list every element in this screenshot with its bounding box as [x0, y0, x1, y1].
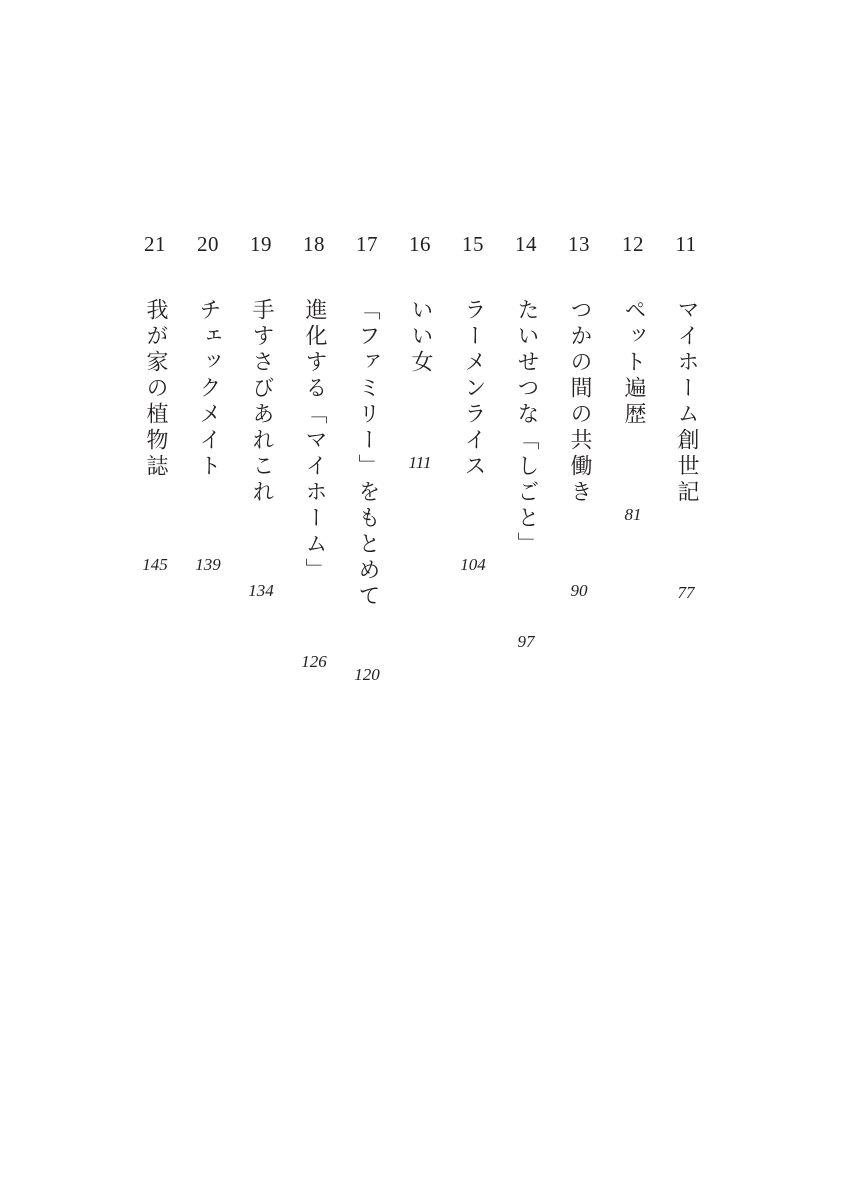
chapter-title: 我が家の植物誌 [143, 298, 168, 480]
chapter-title: チェックメイト [196, 298, 221, 480]
page-number: 104 [460, 555, 486, 574]
chapter-number: 21 [144, 232, 166, 256]
page-number: 77 [677, 583, 695, 602]
chapter-number: 17 [356, 232, 378, 256]
page-number: 97 [517, 632, 535, 651]
chapter-title: ペット遍歴 [621, 298, 646, 428]
chapter-number: 14 [515, 232, 537, 256]
chapter-number: 11 [675, 232, 697, 256]
chapter-title: 手すさびあれこれ [249, 298, 274, 506]
chapter-title: ラーメンライス [461, 298, 486, 480]
chapter-number: 20 [197, 232, 219, 256]
chapter-number: 19 [250, 232, 272, 256]
page-number: 134 [248, 581, 274, 600]
page-number: 120 [354, 665, 380, 684]
page-number: 111 [408, 453, 432, 472]
page-number: 90 [570, 581, 588, 600]
page-number: 145 [142, 555, 168, 574]
chapter-title: つかの間の共働き [567, 298, 592, 506]
chapter-number: 12 [622, 232, 644, 256]
chapter-number: 15 [462, 232, 484, 256]
chapter-title: マイホーム創世記 [674, 298, 699, 506]
chapter-number: 13 [568, 232, 590, 256]
chapter-title: いい女 [408, 298, 433, 376]
chapter-number: 18 [303, 232, 325, 256]
chapter-title: 「ファミリー」をもとめて [355, 298, 380, 610]
page-number: 139 [195, 555, 221, 574]
page-number: 126 [301, 652, 327, 671]
page-number: 81 [624, 505, 642, 524]
chapter-title: たいせつな「しごと」 [514, 298, 539, 558]
chapter-title: 進化する「マイホーム」 [302, 298, 327, 584]
chapter-number: 16 [409, 232, 431, 256]
